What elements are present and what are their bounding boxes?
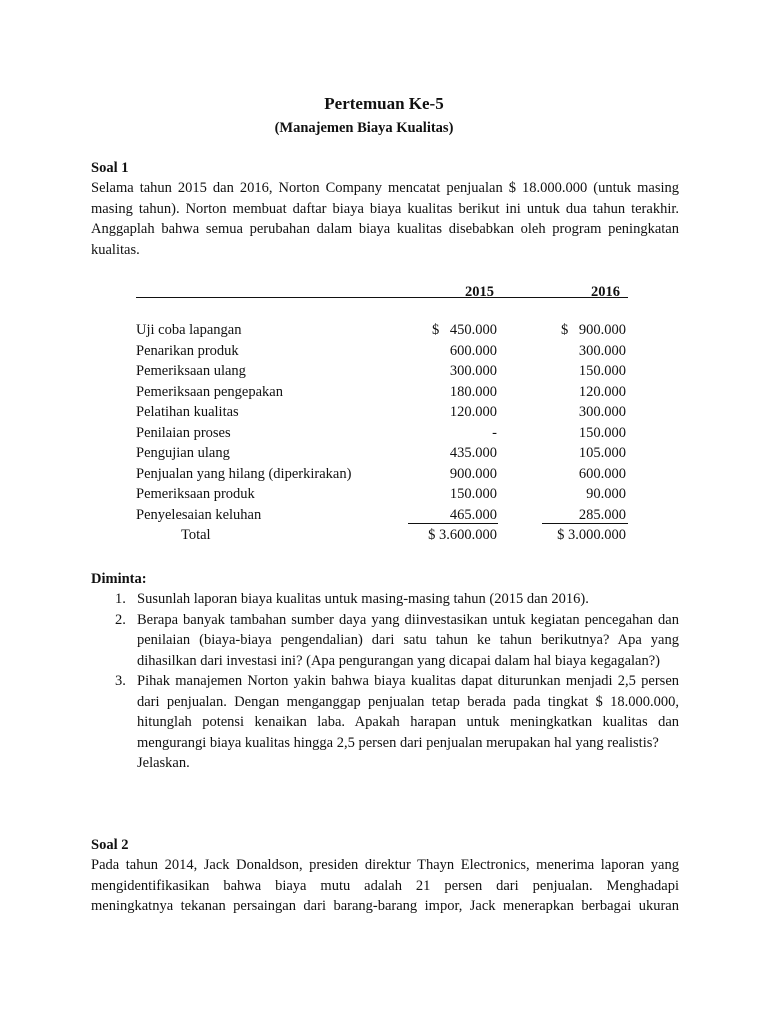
list-line: Pihak manajemen Norton yakin bahwa biaya kualitas dapat diturunkan menjadi 2,5 persen	[137, 673, 679, 689]
list-line: Berapa banyak tambahan sumber daya yang diinvestasikan untuk kegiatan pencegahan dan	[137, 611, 679, 628]
table-row	[136, 423, 628, 444]
paragraph-line: Pada tahun 2014, Jack Donaldson, presiden direktur Thayn Electronics, menerima laporan yang	[91, 857, 679, 873]
list-line: Jelaskan.	[137, 755, 190, 771]
diminta-list	[115, 589, 679, 774]
value-2016: 300.000	[578, 342, 626, 359]
soal2-heading: Soal 2	[91, 837, 129, 853]
paragraph-line: masing tahun). Norton membuat daftar biaya biaya kualitas berikut ini untuk dua tahun terakhir.	[91, 200, 679, 217]
table-row	[136, 402, 628, 423]
table-row	[136, 361, 628, 382]
list-item	[115, 589, 679, 610]
value-2016: 90.000	[586, 486, 626, 502]
list-number: 2.	[115, 611, 126, 628]
subtotal-rule-2016	[542, 523, 628, 524]
value-2016: 600.000	[578, 465, 626, 482]
page-subtitle: (Manajemen Biaya Kualitas)	[274, 120, 454, 136]
value-2015: 450.000	[449, 322, 497, 338]
value-2015: 900.000	[449, 465, 497, 482]
value-2015: 150.000	[449, 486, 497, 502]
page-title: Pertemuan Ke-5	[324, 94, 444, 113]
total-2016: $ 3.000.000	[557, 527, 626, 543]
row-label: Uji coba lapangan	[136, 322, 242, 338]
diminta-heading: Diminta:	[91, 571, 147, 587]
table-body	[136, 320, 628, 546]
table-row	[136, 464, 628, 485]
row-label: Pemeriksaan produk	[136, 486, 255, 502]
table-row	[136, 484, 628, 505]
value-2015: 465.000	[449, 506, 497, 523]
list-number: 3.	[115, 673, 126, 689]
table-row	[136, 382, 628, 403]
value-2015: 300.000	[449, 363, 497, 379]
value-2016: 105.000	[578, 445, 626, 461]
value-2016: 120.000	[578, 383, 626, 400]
row-label: Pemeriksaan pengepakan	[136, 383, 283, 400]
quality-cost-table	[136, 282, 628, 543]
row-label: Pemeriksaan ulang	[136, 363, 246, 379]
row-label: Penyelesaian keluhan	[136, 506, 262, 523]
table-row	[136, 341, 628, 362]
value-2015: 180.000	[449, 383, 497, 400]
value-2016: 150.000	[578, 424, 626, 441]
soal1-paragraph	[91, 178, 679, 260]
value-2016: 150.000	[578, 363, 626, 379]
value-2015: 435.000	[449, 445, 497, 461]
list-line: Susunlah laporan biaya kualitas untuk masing-masing tahun (2015 dan 2016).	[137, 591, 589, 607]
list-line: hitunglah potensi kenaikan laba. Apakah harapan untuk meningkatkan kualitas dan	[137, 714, 679, 730]
paragraph-line: Selama tahun 2015 dan 2016, Norton Company mencatat penjualan $ 18.000.000 (untuk masing	[91, 180, 679, 196]
total-row	[136, 525, 628, 546]
list-line: mengurangi biaya kualitas hingga 2,5 persen dari penjualan merupakan hal yang realistis?	[137, 734, 659, 751]
row-label: Pengujian ulang	[136, 445, 230, 461]
list-line: penilaian (biaya-biaya pengendalian) dari satu tahun ke tahun berikutnya? Apa yang	[137, 632, 679, 648]
paragraph-line: mengidentifikasikan bahwa biaya mutu adalah 21 persen dari penjualan. Menghadapi	[91, 877, 679, 894]
row-label: Pelatihan kualitas	[136, 404, 239, 420]
list-line: dari penjualan. Dengan menganggap penjualan tetap berada pada tingkat $ 18.000.000,	[137, 693, 679, 710]
list-item	[115, 610, 679, 672]
row-label: Penjualan yang hilang (diperkirakan)	[136, 465, 352, 482]
currency-symbol: $	[561, 322, 569, 338]
total-label: Total	[181, 527, 211, 543]
paragraph-line: kualitas.	[91, 241, 140, 258]
soal1-heading: Soal 1	[91, 160, 129, 176]
value-2016: 285.000	[578, 506, 626, 523]
currency-symbol: $	[432, 322, 440, 338]
list-line: dihasilkan dari investasi ini? (Apa pengurangan yang dicapai dalam hal biaya kegagalan?)	[137, 652, 661, 669]
value-2016: 900.000	[578, 322, 626, 338]
row-label: Penarikan produk	[136, 342, 239, 359]
list-item	[115, 671, 679, 774]
paragraph-line: meningkatnya tekanan persaingan dari barang-barang impor, Jack menerapkan berbagai ukuran	[91, 898, 679, 914]
table-row	[136, 320, 628, 341]
value-2015: 120.000	[449, 404, 497, 420]
table-row	[136, 443, 628, 464]
table-row	[136, 505, 628, 526]
list-number: 1.	[115, 591, 126, 607]
column-header-2016: 2016	[591, 284, 620, 300]
paragraph-line: Anggaplah bahwa semua perubahan dalam biaya kualitas disebabkan oleh program peningkatan	[91, 221, 679, 237]
subtotal-rule-2015	[408, 523, 498, 524]
soal2-paragraph	[91, 855, 679, 917]
row-label: Penilaian proses	[136, 424, 231, 441]
value-2015: -	[492, 424, 497, 441]
column-header-2015: 2015	[465, 284, 494, 300]
total-2015: $ 3.600.000	[428, 527, 497, 543]
value-2016: 300.000	[578, 404, 626, 420]
value-2015: 600.000	[449, 342, 497, 359]
header-rule	[136, 297, 628, 298]
